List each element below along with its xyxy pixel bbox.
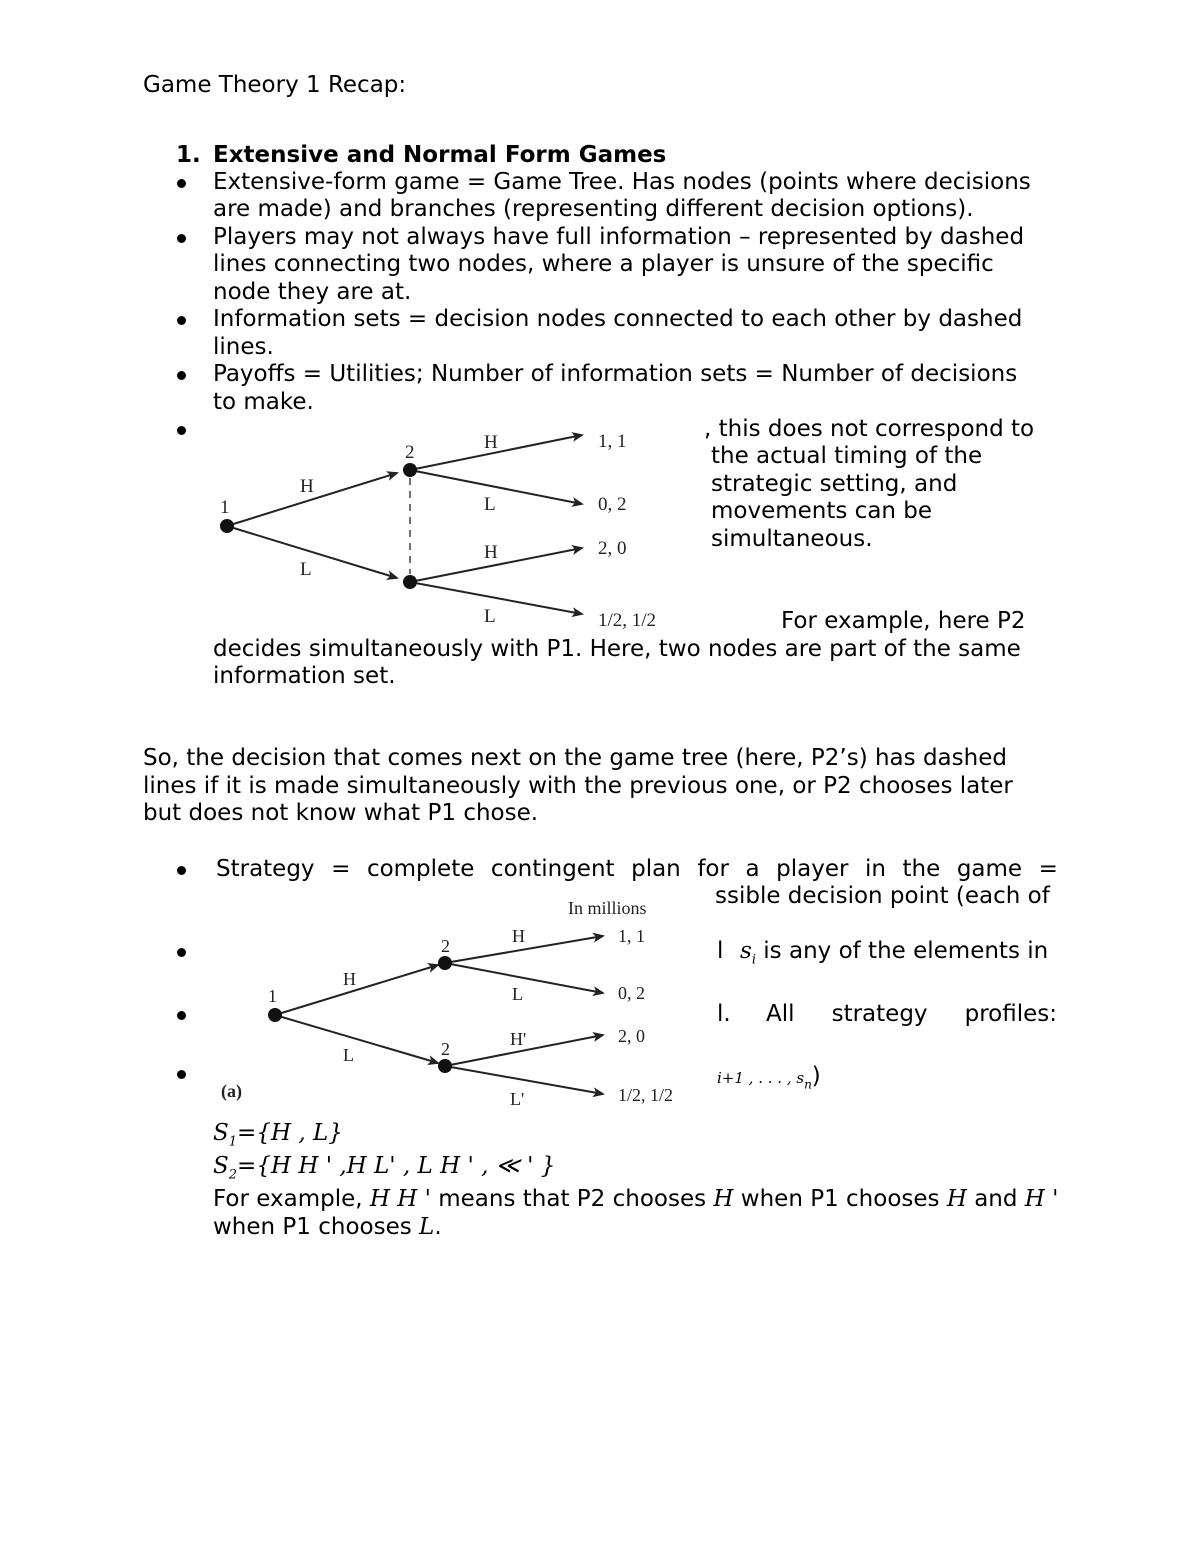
bullet-text: lines.	[213, 334, 274, 360]
payoff-label: 1/2, 1/2	[598, 610, 657, 631]
word: game	[956, 856, 1023, 882]
node-player-2-top	[403, 463, 417, 477]
word: in	[865, 856, 886, 882]
math: H	[946, 1186, 967, 1212]
bullet-text: Information sets = decision nodes connected to each other by dashed	[213, 306, 1023, 332]
strategy-line-tail	[740, 938, 1048, 974]
word: Strategy	[216, 856, 315, 882]
word: strategy	[831, 1001, 928, 1027]
bullet-text: decides simultaneously with P1. Here, two nodes are part of the same	[213, 636, 1021, 662]
word: plan	[631, 856, 681, 882]
bullet-text: strategic setting, and	[711, 471, 958, 497]
bullet-dot	[177, 426, 186, 435]
strategy-line-tail	[717, 1063, 821, 1099]
node-label: 1	[268, 986, 277, 1006]
math: L	[419, 1214, 435, 1240]
section-number: 1.	[176, 142, 201, 168]
bullet-text: Players may not always have full information – represented by dashed	[213, 224, 1025, 250]
bullet-text: , this does not correspond to	[704, 416, 1035, 442]
edge-label: L	[484, 606, 496, 627]
page-title: Game Theory 1 Recap:	[143, 72, 407, 98]
bullet-dot	[177, 316, 186, 325]
bullet-dot	[177, 1011, 186, 1020]
edge-top-L	[410, 470, 582, 504]
bullet-dot	[177, 866, 186, 875]
game-tree-figure-1	[200, 418, 690, 634]
strategy-set-s2	[213, 1153, 555, 1189]
edge-label: H	[512, 926, 525, 946]
word: a	[745, 856, 760, 882]
bullet-text: the actual timing of the	[711, 443, 983, 469]
payoff-label: 1, 1	[618, 926, 645, 946]
bullet-text: to make.	[213, 389, 314, 415]
edge-label: H'	[510, 1029, 527, 1049]
paragraph-line	[143, 745, 1057, 773]
edge-label: H	[484, 432, 498, 453]
payoff-label: 0, 2	[598, 494, 627, 515]
edge-label: L	[300, 559, 312, 580]
text: when P1 chooses	[733, 1186, 947, 1212]
strategy-line	[766, 1001, 1057, 1029]
edge-label: L'	[510, 1089, 525, 1109]
word: profiles:	[964, 1001, 1057, 1027]
si-subscript: i	[751, 952, 756, 968]
strategy-line-pre: l	[717, 938, 724, 964]
bullet-text: movements can be	[711, 498, 933, 524]
node-player-2-top	[438, 956, 452, 970]
math: H	[713, 1186, 734, 1212]
set-symbol: S	[213, 1153, 229, 1179]
word: the	[902, 856, 941, 882]
bullet-text: Payoffs = Utilities; Number of information sets = Number of decisions	[213, 361, 1018, 387]
set-members: ={H H ' ,H L' , L H ' , ≪ ' }	[237, 1153, 556, 1179]
bullet-dot	[177, 948, 186, 957]
node-player-2-bottom	[438, 1059, 452, 1073]
node-label: 1	[220, 497, 230, 518]
node-player-1	[268, 1008, 282, 1022]
node-player-1	[220, 519, 234, 533]
edge-label: H	[300, 476, 314, 497]
payoff-label: 0, 2	[618, 983, 645, 1003]
math: H '	[1024, 1186, 1059, 1212]
edge-label: L	[484, 494, 496, 515]
strategy-example-line	[213, 1214, 442, 1242]
subscript: n	[804, 1077, 812, 1092]
edge-label: H	[484, 542, 498, 563]
word: complete	[366, 856, 475, 882]
text: when P1 chooses	[213, 1214, 420, 1240]
bullet-text: Extensive-form game = Game Tree. Has nodes (points where decisions	[213, 169, 1031, 195]
payoff-label: 2, 0	[598, 538, 627, 559]
section-heading: Extensive and Normal Form Games	[213, 142, 667, 168]
word: for	[697, 856, 729, 882]
figure-sub-caption: (a)	[221, 1081, 242, 1101]
edge-bottom-L	[410, 582, 582, 614]
node-label: 2	[405, 442, 415, 463]
word: contingent	[490, 856, 615, 882]
strategy-text: is any of the elements in	[755, 938, 1049, 964]
bullet-text: simultaneous.	[711, 526, 873, 552]
set-subscript: 1	[228, 1134, 238, 1150]
edge-top-L	[445, 963, 603, 993]
edge-p1-L	[275, 1015, 438, 1063]
edge-label: L	[512, 984, 523, 1004]
edge-label: L	[343, 1045, 354, 1065]
strategy-line	[216, 856, 1058, 884]
bullet-dot	[177, 179, 186, 188]
set-subscript: 2	[228, 1167, 238, 1183]
bullet-text: For example, here P2	[781, 608, 1026, 634]
bullet-text: are made) and branches (representing different decision options).	[213, 196, 974, 222]
set-members: ={H , L}	[237, 1120, 343, 1146]
bullet-text: information set.	[213, 663, 396, 689]
math: H H '	[369, 1186, 431, 1212]
word: player	[776, 856, 849, 882]
strategy-line-pre: l.	[717, 1001, 731, 1027]
payoff-label: 1, 1	[598, 431, 627, 452]
node-label: 2	[441, 936, 450, 956]
game-tree-figure-2	[205, 893, 710, 1111]
edge-p1-H	[275, 965, 438, 1015]
bullet-dot	[177, 1070, 186, 1079]
node-label: 2	[441, 1039, 450, 1059]
word: =	[1038, 856, 1058, 882]
word: All	[766, 1001, 795, 1027]
payoff-label: 2, 0	[618, 1026, 645, 1046]
node-player-2-bottom	[403, 575, 417, 589]
word: =	[331, 856, 351, 882]
strategy-set-s1	[213, 1120, 343, 1156]
text: means that P2 chooses	[430, 1186, 714, 1212]
bullet-text: node they are at.	[213, 279, 412, 305]
bullet-dot	[177, 234, 186, 243]
text: .	[434, 1214, 442, 1240]
set-symbol: S	[213, 1120, 229, 1146]
strategy-example-line	[213, 1186, 1059, 1214]
text: For example,	[213, 1186, 370, 1212]
paragraph-text: So, the decision that comes next on the game tree (here, P2’s) has dashed	[143, 745, 1007, 771]
figure-caption: In millions	[568, 898, 647, 918]
text: and	[966, 1186, 1025, 1212]
strategy-text: )	[811, 1063, 821, 1089]
paragraph-line: lines if it is made simultaneously with the previous one, or P2 chooses later	[143, 773, 1013, 799]
strategy-line-tail: ssible decision point (each of	[715, 883, 1050, 909]
edge-label: H	[343, 969, 356, 989]
paragraph-line: but does not know what P1 chose.	[143, 800, 539, 826]
bullet-text: lines connecting two nodes, where a player is unsure of the specific	[213, 251, 994, 277]
bullet-dot	[177, 371, 186, 380]
payoff-label: 1/2, 1/2	[618, 1085, 674, 1105]
si-symbol: s	[740, 938, 752, 964]
strategy-text: i+1 , . . . , s	[717, 1069, 805, 1087]
edge-p1-L	[227, 526, 397, 578]
